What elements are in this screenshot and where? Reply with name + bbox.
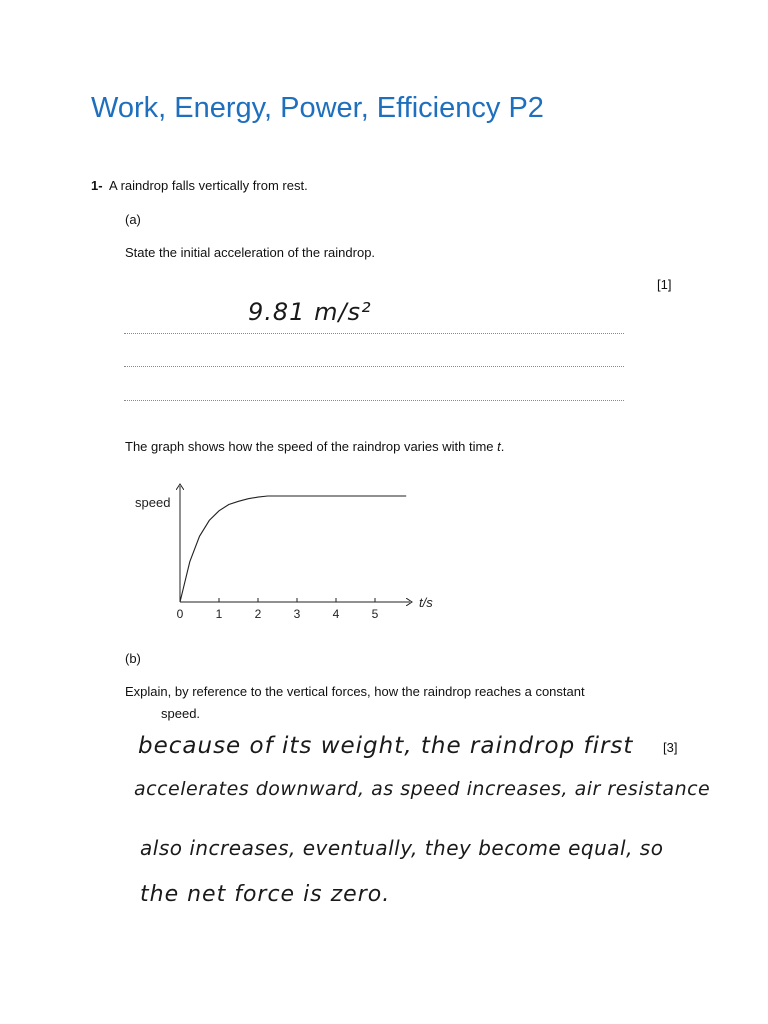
page-title: Work, Energy, Power, Efficiency P2	[91, 92, 544, 124]
answer-line-1	[124, 333, 624, 334]
x-tick-label: 3	[293, 607, 301, 621]
part-a-prompt: State the initial acceleration of the raindrop.	[125, 245, 376, 260]
question-number: 1-	[91, 178, 103, 193]
part-a-label: (a)	[125, 212, 141, 227]
part-b-answer-line-3: also increases, eventually, they become equal, so	[140, 836, 664, 860]
x-tick-label: 1	[215, 607, 223, 621]
speed-curve	[180, 496, 406, 602]
part-b-answer-line-1: because of its weight, the raindrop first	[138, 733, 634, 759]
graph-intro-variable: t	[497, 439, 501, 454]
y-axis-label: speed	[135, 495, 171, 510]
graph-intro-end: .	[500, 439, 505, 454]
answer-line-3	[124, 400, 624, 401]
x-tick-labels	[177, 598, 379, 621]
part-b-label: (b)	[125, 651, 141, 666]
question-text: A raindrop falls vertically from rest.	[109, 178, 308, 193]
part-b-prompt-line1: Explain, by reference to the vertical forces, how the raindrop reaches a constant	[125, 684, 585, 699]
x-tick-label: 0	[176, 607, 184, 621]
x-tick-label: 2	[254, 607, 262, 621]
part-b-prompt-line2: speed.	[161, 706, 201, 721]
part-a-marks: [1]	[657, 277, 672, 292]
part-b-answer-line-4: the net force is zero.	[140, 882, 391, 907]
graph-intro-text: The graph shows how the speed of the raindrop varies with time	[125, 439, 498, 454]
part-b-answer-line-2: accelerates downward, as speed increases, air resistance	[134, 778, 711, 800]
x-tick-label: 5	[371, 607, 379, 621]
x-axis-label: t/s	[419, 595, 433, 610]
answer-line-2	[124, 366, 624, 367]
part-a-handwritten-answer: 9.81 m/s²	[248, 298, 372, 326]
x-tick-label: 4	[332, 607, 340, 621]
part-b-marks: [3]	[663, 740, 678, 755]
speed-time-graph	[125, 478, 445, 628]
graph-intro	[125, 439, 504, 454]
